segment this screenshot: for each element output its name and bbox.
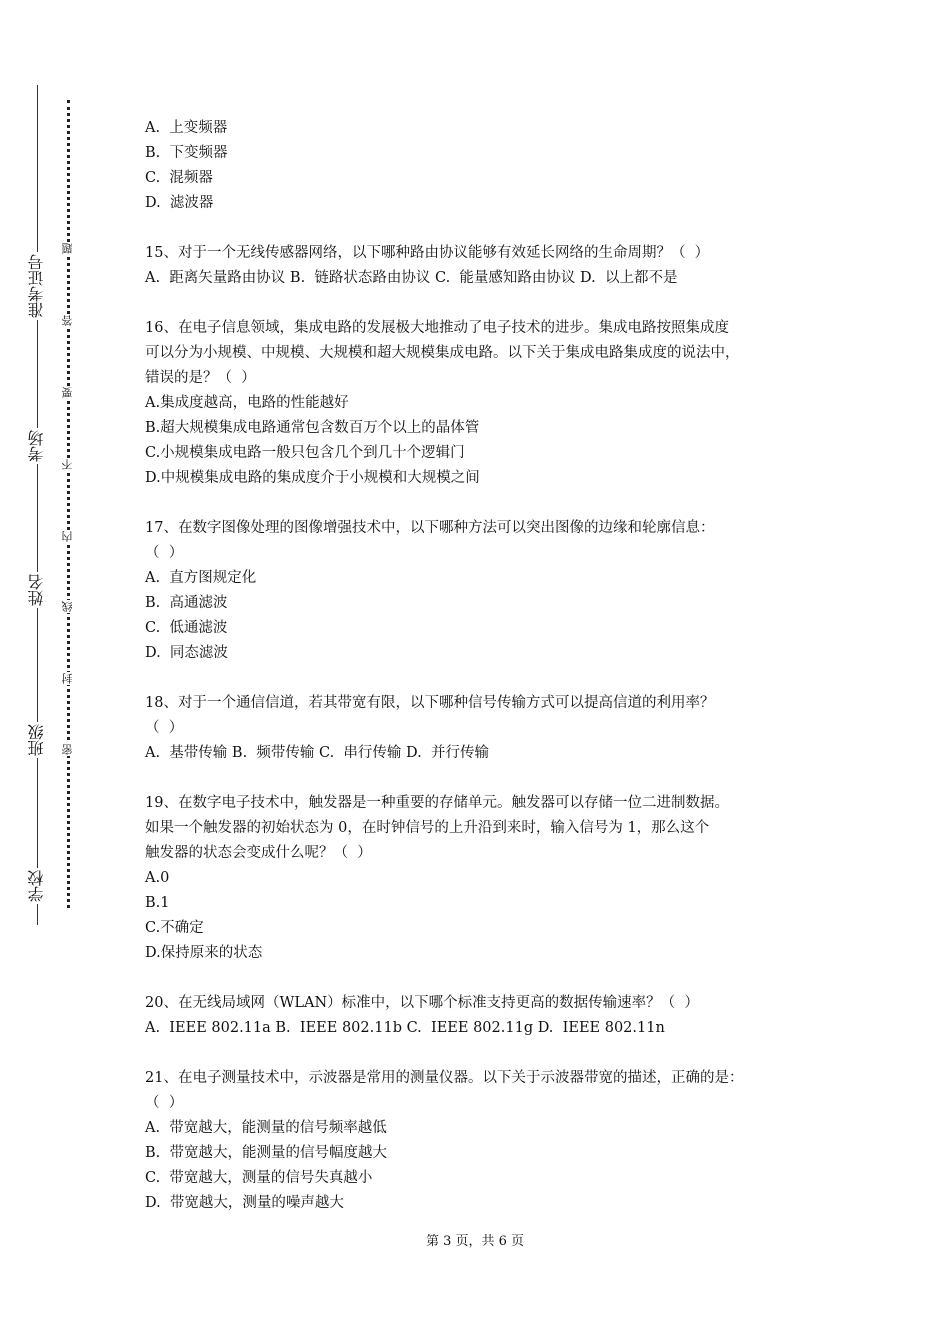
question-line: D. 带宽越大，测量的噪声越大 <box>145 1195 344 1211</box>
question-block <box>145 116 825 216</box>
label-admission-number: 准考证号 <box>22 252 52 320</box>
question-line: A. IEEE 802.11a B. IEEE 802.11b C. IEEE 802.11g D. IEEE 802.11n <box>145 1020 665 1036</box>
question-block <box>145 516 825 666</box>
question-line: 触发器的状态会变成什么呢？（ ） <box>145 845 372 861</box>
question-block <box>145 241 825 291</box>
question-line: B.超大规模集成电路通常包含数百万个以上的晶体管 <box>145 420 480 436</box>
seal-char: 线 <box>58 600 78 613</box>
question-line: A. 基带传输 B. 频带传输 C. 串行传输 D. 并行传输 <box>145 745 489 761</box>
question-line: （ ） <box>145 545 184 561</box>
question-line: B. 高通滤波 <box>145 595 228 611</box>
seal-char: 封 <box>58 672 78 685</box>
question-line: C.不确定 <box>145 920 204 936</box>
question-block <box>145 991 825 1041</box>
question-block <box>145 691 825 766</box>
label-exam-room: 考场 <box>22 428 52 464</box>
question-line: C. 低通滤波 <box>145 620 228 636</box>
binding-solid-line <box>37 85 38 925</box>
seal-char: 要 <box>58 386 78 399</box>
seal-char: 题 <box>58 242 78 255</box>
question-line: 18、对于一个通信信道，若其带宽有限，以下哪种信号传输方式可以提高信道的利用率？ <box>145 695 715 711</box>
binding-margin <box>0 0 110 1344</box>
question-line: D. 同态滤波 <box>145 645 228 661</box>
question-line: A. 带宽越大，能测量的信号频率越低 <box>145 1120 387 1136</box>
page-footer: 第 3 页，共 6 页 <box>425 1234 525 1249</box>
block-gap <box>145 966 825 991</box>
label-class: 班级 <box>22 722 52 758</box>
block-gap <box>145 216 825 241</box>
seal-char: 密 <box>58 743 78 756</box>
question-line: C. 带宽越大，测量的信号失真越小 <box>145 1170 373 1186</box>
question-line: B. 下变频器 <box>145 145 228 161</box>
question-line: A.0 <box>145 870 170 886</box>
question-line: D.中规模集成电路的集成度介于小规模和大规模之间 <box>145 470 480 486</box>
question-line: 20、在无线局域网（WLAN）标准中，以下哪个标准支持更高的数据传输速率？（ ） <box>145 995 699 1011</box>
seal-char: 答 <box>58 314 78 327</box>
seal-char: 不 <box>58 458 78 471</box>
question-line: 15、对于一个无线传感器网络，以下哪种路由协议能够有效延长网络的生命周期？（ ） <box>145 245 710 261</box>
question-block <box>145 1066 825 1216</box>
question-line: 17、在数字图像处理的图像增强技术中，以下哪种方法可以突出图像的边缘和轮廓信息： <box>145 520 715 536</box>
question-line: 错误的是？（ ） <box>145 370 256 386</box>
question-line: C.小规模集成电路一般只包含几个到几十个逻辑门 <box>145 445 465 461</box>
block-gap <box>145 291 825 316</box>
question-block <box>145 316 825 491</box>
question-block <box>145 791 825 966</box>
question-line: A.集成度越高，电路的性能越好 <box>145 395 349 411</box>
question-line: （ ） <box>145 720 184 736</box>
question-line: 可以分为小规模、中规模、大规模和超大规模集成电路。以下关于集成电路集成度的说法中， <box>145 345 740 361</box>
question-line: D.保持原来的状态 <box>145 945 263 961</box>
question-line: B. 带宽越大，能测量的信号幅度越大 <box>145 1145 387 1161</box>
question-line: A. 距离矢量路由协议 B. 链路状态路由协议 C. 能量感知路由协议 D. 以上都不是 <box>145 270 678 286</box>
block-gap <box>145 666 825 691</box>
binding-dotted-line <box>67 100 70 908</box>
question-line: B.1 <box>145 895 170 911</box>
question-line: 如果一个触发器的初始状态为 0，在时钟信号的上升沿到来时，输入信号为 1，那么这个 <box>145 820 710 836</box>
block-gap <box>145 766 825 791</box>
seal-char: 内 <box>58 530 78 543</box>
question-line: A. 直方图规定化 <box>145 570 257 586</box>
question-line: 21、在电子测量技术中，示波器是常用的测量仪器。以下关于示波器带宽的描述，正确的是： <box>145 1070 744 1086</box>
label-school: 学校 <box>22 868 52 904</box>
label-name: 姓名 <box>22 572 52 608</box>
question-line: C. 混频器 <box>145 170 213 186</box>
block-gap <box>145 491 825 516</box>
question-content <box>145 116 825 1216</box>
question-line: 19、在数字电子技术中，触发器是一种重要的存储单元。触发器可以存储一位二进制数据。 <box>145 795 729 811</box>
question-line: （ ） <box>145 1095 184 1111</box>
block-gap <box>145 1041 825 1066</box>
question-line: 16、在电子信息领域，集成电路的发展极大地推动了电子技术的进步。集成电路按照集成度 <box>145 320 729 336</box>
question-line: D. 滤波器 <box>145 195 214 211</box>
question-line: A. 上变频器 <box>145 120 228 136</box>
